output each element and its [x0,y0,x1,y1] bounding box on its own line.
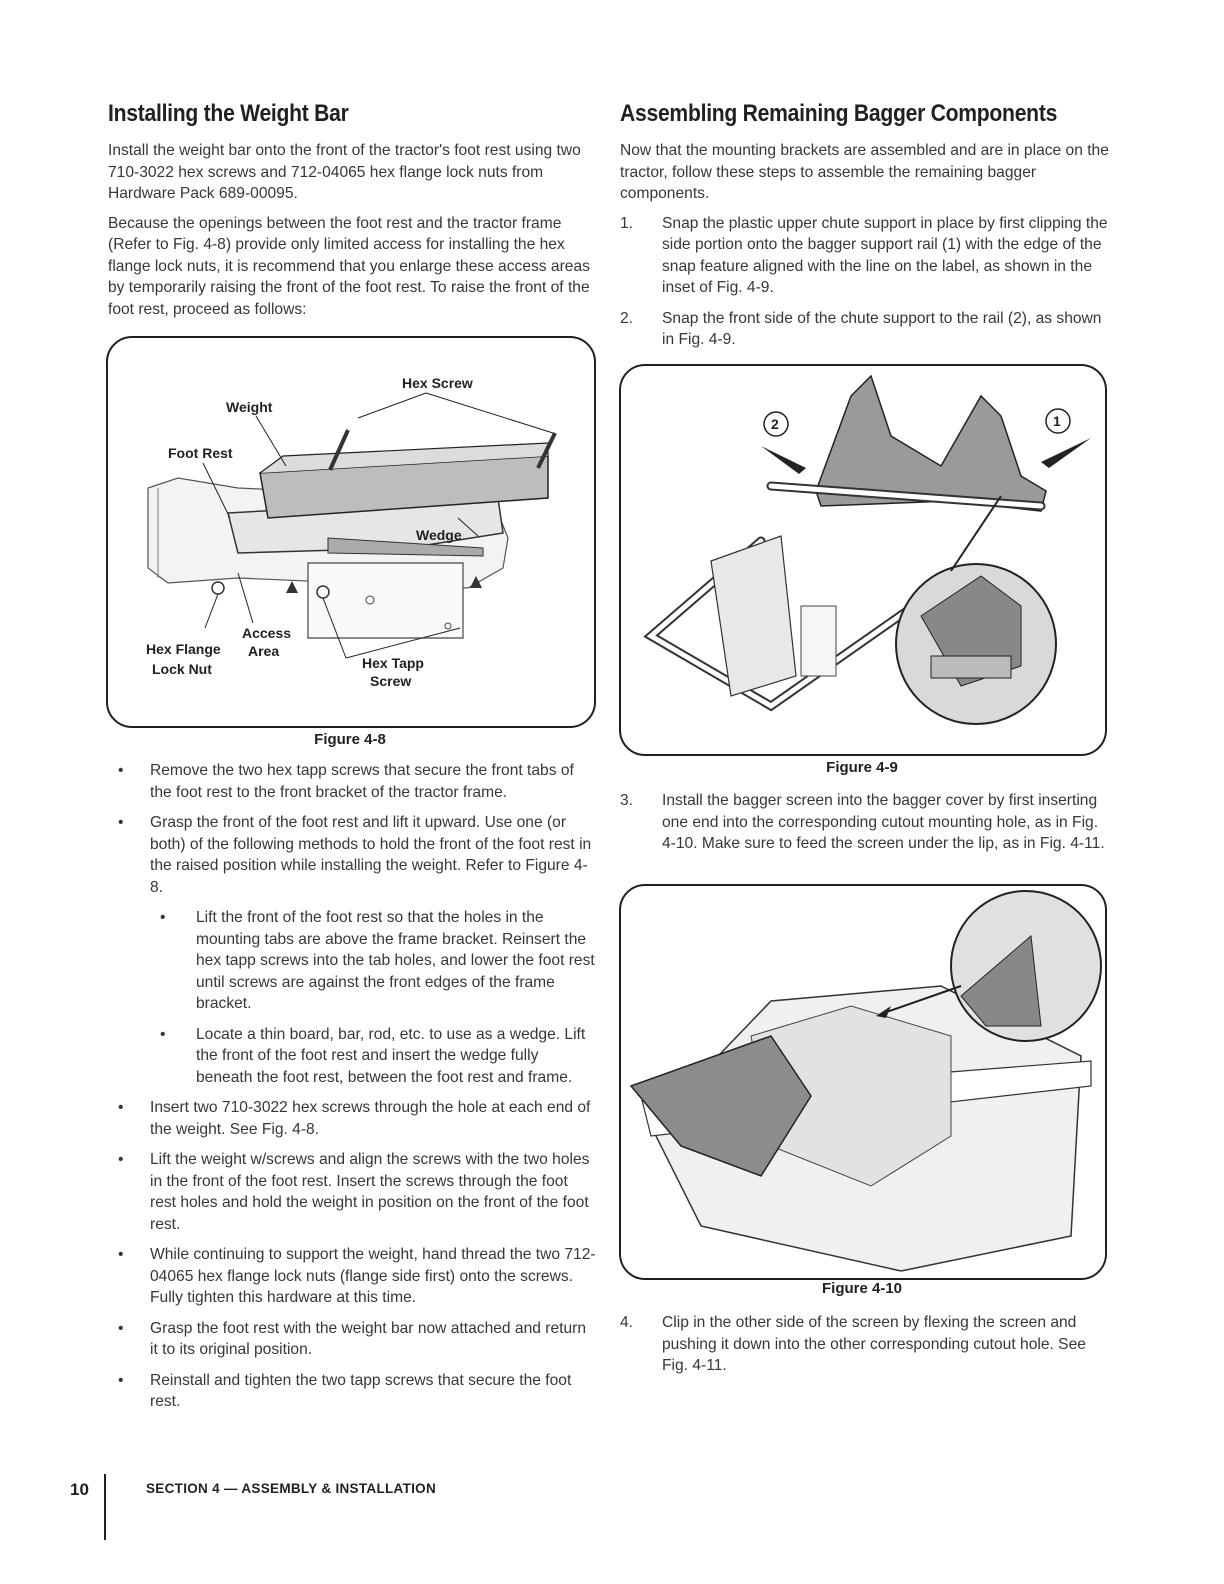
step-text: Clip in the other side of the screen by flexing the screen and pushing it down into the other corresponding cutout hole. See Fig. 4-11. [662,1314,1086,1374]
step-number: 1. [620,214,634,232]
mounting-bracket [711,536,796,696]
label-weight: Weight [226,399,273,415]
list-item-text: Lift the weight w/screws and align the screws with the two holes in the front of the foot rest. Insert the screws through the foot rest holes and hold the weight in position on the front of the foot rest. [150,1151,590,1233]
step-text: Snap the plastic upper chute support in place by first clipping the side portion onto the bagger support rail (1) with the edge of the snap feature aligned with the line on the label, as shown in the inset of Fig. 4-9. [662,214,1108,296]
figure-4-10-illustration [621,886,1105,1278]
up-arrow-left [286,581,298,593]
list-item [108,1097,596,1140]
bullet-glyph: • [118,814,124,831]
bagger-step-4 [620,1312,1110,1386]
leader-hex-screw-2 [426,393,553,433]
bagger-heading: Assembling Remaining Bagger Components [620,100,1058,127]
label-hex-tapp-1: Hex Tapp [362,655,424,671]
leader-hex-screw-1 [358,393,426,418]
footer-section-title: SECTION 4 — ASSEMBLY & INSTALLATION [146,1481,437,1496]
figure-4-9 [619,364,1107,756]
lock-nut [212,582,224,594]
label-hex-screw: Hex Screw [402,375,473,391]
bagger-step-3 [620,790,1110,864]
callout-2-label: 2 [771,416,779,432]
weight-bar-access-note: Because the openings between the foot rest and the tractor frame (Refer to Fig. 4-8) provide only limited access for installing the hex flange lock nuts, it is recommend that you enlarge these access areas by temporarily raising the front of the foot rest. To raise the front of the foot rest, proceed as follows: [108,214,590,318]
callout-1-label: 1 [1053,413,1061,429]
list-item-text: Insert two 710-3022 hex screws through the hole at each end of the weight. See Fig. 4-8. [150,1099,591,1138]
figure-4-8 [106,336,596,728]
list-item-text: Locate a thin board, bar, rod, etc. to use as a wedge. Lift the front of the foot rest and insert the wedge fully beneath the foot rest, between the foot rest and frame. [196,1025,586,1086]
page-number: 10 [70,1480,89,1499]
arrow-2 [761,446,806,474]
bullet-glyph: • [118,1151,124,1168]
left-column [108,100,596,328]
bullet-glyph: • [118,1246,124,1263]
step-text: Install the bagger screen into the bagger cover by first inserting one end into the corresponding cutout mounting hole, as in Fig. 4-10. Make sure to feed the screen under the lip, as in Fig. 4-11. [662,792,1105,852]
list-item [108,1244,596,1309]
frame-plate [801,606,836,676]
bullet-glyph: • [118,1099,124,1116]
leader-access-area [238,573,253,623]
list-item [108,1024,596,1089]
leader-lock-nut [205,594,218,628]
list-item [108,812,596,898]
list-item-text: Lift the front of the foot rest so that the holes in the mounting tabs are above the frame bracket. Reinsert the hex tapp screws into the tab holes, and lower the foot rest until screws are against the front edges of the frame bracket. [196,909,595,1012]
list-item-text: Remove the two hex tapp screws that secure the front tabs of the foot rest to the front bracket of the tractor frame. [150,762,574,801]
figure-4-8-illustration [108,338,594,726]
list-item [108,1149,596,1235]
inset-rail [931,656,1011,678]
figure-4-10 [619,884,1107,1280]
bullet-glyph: • [118,762,124,779]
step-number: 2. [620,309,634,327]
list-item [620,790,1110,855]
inset-leader [951,496,1001,571]
bullet-glyph: • [118,1319,124,1337]
leader-weight [256,416,286,466]
label-wedge: Wedge [416,527,462,543]
label-hex-tapp-2: Screw [370,673,412,689]
label-access-2: Area [248,643,280,659]
front-bracket [308,563,463,638]
figure-4-9-illustration [621,366,1105,754]
bagger-intro: Now that the mounting brackets are assembled and are in place on the tractor, follow these steps to assemble the remaining bagger components. [620,142,1109,202]
list-item [620,213,1110,299]
label-access-1: Access [242,625,292,641]
bagger-steps-1-2 [620,213,1110,351]
step-text: Snap the front side of the chute support to the rail (2), as shown in Fig. 4-9. [662,309,1102,348]
bullet-glyph: • [160,1025,166,1043]
figure-4-8-caption: Figure 4-8 [314,731,386,748]
list-item [620,1312,1110,1377]
list-item-text: While continuing to support the weight, hand thread the two 712-04065 hex flange lock nuts (flange side first) onto the screws. Fully tighten this hardware at this time. [150,1246,596,1306]
right-column [620,100,1110,360]
list-item [108,1318,596,1361]
weight-bar-intro: Install the weight bar onto the front of the tractor's foot rest using two 710-3022 hex screws and 712-04065 hex flange lock nuts from Hardware Pack 689-00095. [108,142,581,202]
figure-4-10-caption: Figure 4-10 [821,1280,903,1297]
bullet-glyph: • [118,1371,124,1389]
list-item-text: Grasp the front of the foot rest and lift it upward. Use one (or both) of the following methods to hold the front of the foot rest in the raised position while installing the weight. Refer to Figure 4-8. [150,814,592,896]
list-item [620,308,1110,351]
step-number: 3. [620,792,634,809]
weight-bar-heading: Installing the Weight Bar [108,100,349,127]
label-foot-rest: Foot Rest [168,445,233,461]
list-item [108,760,596,803]
label-hex-flange-2: Lock Nut [152,661,212,677]
figure-4-9-caption: Figure 4-9 [826,759,898,776]
step-number: 4. [620,1314,634,1331]
weight-bar-steps [108,760,596,1422]
list-item [108,907,596,1015]
label-hex-flange-1: Hex Flange [146,641,221,657]
list-item-text: Reinstall and tighten the two tapp screws that secure the foot rest. [150,1371,572,1410]
list-item [108,1370,596,1413]
footer-divider [104,1474,106,1540]
bullet-glyph: • [160,909,166,926]
arrow-1 [1041,438,1091,468]
list-item-text: Grasp the foot rest with the weight bar now attached and return it to its original position. [150,1319,587,1358]
